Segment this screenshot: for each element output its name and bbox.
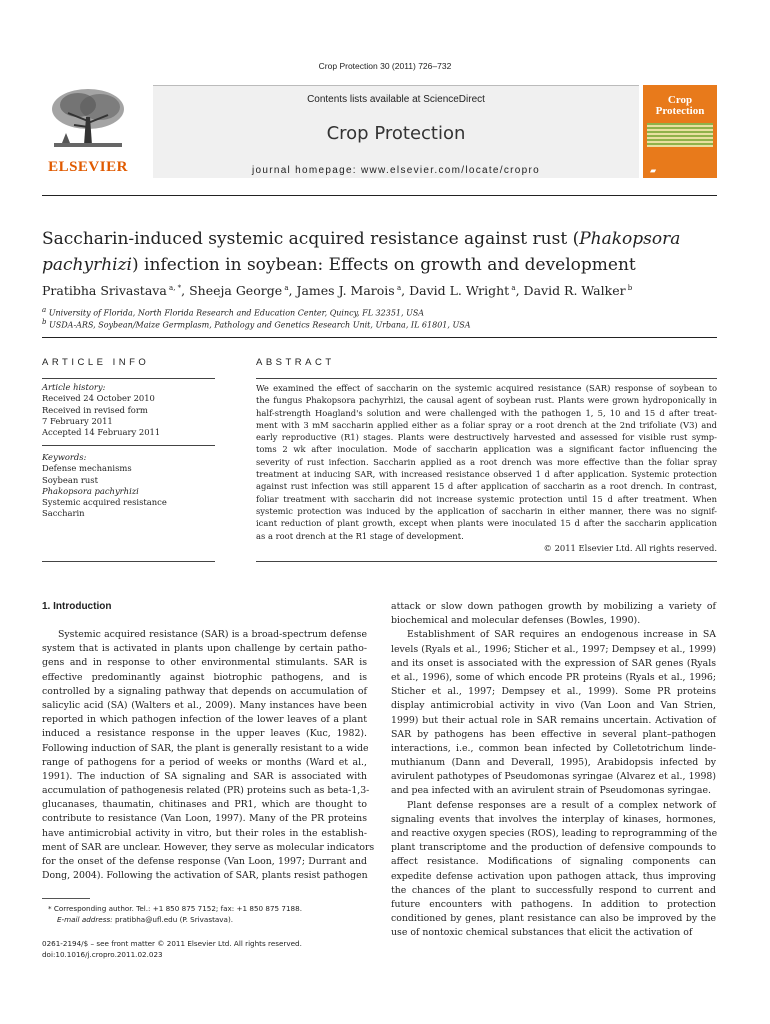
cover-title-line1: Crop [667, 94, 693, 106]
author-name[interactable]: David R. Walker [523, 283, 626, 298]
body-column-right [391, 600, 716, 941]
body-line: contribute to resistance (Van Loon, 1997). Many of the PR proteins [42, 813, 367, 825]
body-line: display antimicrobial activity in vivo (Van Loon and Van Strien, [391, 700, 716, 712]
doi-line[interactable]: doi:10.1016/j.cropro.2011.02.023 [42, 950, 163, 959]
author-affiliation-mark: b [625, 283, 633, 292]
author-list: Pratibha Srivastava $^{a, *}$, Sheeja George $^a$, James J. Marois $^a$, David L. Wright $^a$, David R. Walker $^b$ [42, 283, 633, 298]
abstract-rule [256, 378, 717, 379]
body-line: Systemic acquired resistance (SAR) is a broad-spectrum defense [58, 629, 367, 640]
body-line: and reactive oxygen species (ROS), leading to reprogramming of the [391, 828, 718, 839]
body-line: avirulent pathotypes of Pseudomonas syringae (Alvarez et al., 1998) [391, 771, 716, 783]
cover-image-band [647, 123, 713, 147]
keyword: Soybean rust [42, 474, 98, 485]
body-line: 1999) but their actual role in SAR remains uncertain. Activation of [391, 714, 716, 726]
history-entry: 7 February 2011 [42, 415, 113, 426]
keywords-label: Keywords: [42, 452, 87, 462]
body-line: Plant defense responses are a result of a complex network of [407, 799, 716, 811]
keyword: Defense mechanisms [42, 463, 132, 474]
article-info-rule [42, 378, 215, 379]
body-line: interactions, i.e., common bean infected by Colletotrichum linde- [391, 742, 716, 754]
body-line: and pea infected with an avirulent strain of Pseudomonas syringae. [391, 785, 711, 797]
abstract-line: foliar treatment with saccharin did not increase systemic protection until 15 d after treatment. When [256, 493, 717, 504]
author-affiliation-mark: a, * [166, 283, 182, 292]
affiliation-b: $^b$ USDA-ARS, Soybean/Maize Germplasm, Pathology and Genetics Research Unit, Urbana, IL 61801, USA [42, 318, 471, 330]
body-line: Establishment of SAR requires an endogenous increase in SA [407, 629, 716, 641]
article-info-heading: ARTICLE INFO [42, 357, 150, 368]
keyword: Phakopsora pachyrhizi [42, 485, 139, 496]
author-affiliation-mark: a [509, 283, 516, 292]
journal-banner [153, 85, 639, 178]
history-label: Article history: [42, 382, 106, 392]
journal-homepage[interactable]: journal homepage: www.elsevier.com/locate/cropro [251, 165, 541, 176]
body-line: Dong, 2004). Following the activation of SAR, plants resist pathogen [42, 870, 368, 882]
body-line: plant transcriptome and the production of defensive compounds to [391, 842, 716, 854]
affiliation-a: $^a$ University of Florida, North Florida Research and Education Center, Quincy, FL 32351, USA [42, 306, 425, 318]
title-italic-2: pachyrhizi [42, 255, 132, 275]
body-line: have antimicrobial activity in vitro, but their roles in the establish- [42, 827, 367, 839]
body-line: signaling events that involves the interplay of kinases, hormones, [391, 813, 716, 825]
elsevier-wordmark: ELSEVIER [48, 159, 128, 175]
history-entry: Received in revised form [42, 404, 148, 415]
author-affiliation-mark: a [394, 283, 402, 292]
elsevier-tree-icon [48, 87, 128, 149]
body-line: attack or slow down pathogen growth by mobilizing a variety of [391, 601, 716, 612]
abstract-line: the fungus Phakopsora pachyrhizi, the causal agent of soybean rust. Plants were grown hydroponically in [256, 395, 717, 406]
body-line: biochemical and molecular defenses (Bowles, 1990). [391, 615, 641, 627]
body-line: reported in which pathogen infection of the lower leaves of a plant [42, 714, 367, 726]
body-line: and its onset is associated with the expression of SAR genes (Ryals [391, 657, 716, 669]
body-line: salicylic acid (SA) (Walters et al., 2009). Many instances have been [42, 699, 367, 711]
body-line: et al., 1996), some of which encode PR proteins (Ryals et al., 1996; [391, 671, 716, 683]
keyword: Saccharin [42, 508, 85, 519]
elsevier-logo[interactable] [42, 85, 134, 178]
abstract-heading: ABSTRACT [256, 357, 335, 368]
body-line: system that is activated in plants upon challenge by certain patho- [42, 643, 367, 655]
body-line: ment of SAR are unclear. However, they serve as molecular indicators [42, 841, 375, 853]
body-column-left [42, 628, 375, 883]
body-line: Sticher et al., 1997; Dempsey et al., 1999). Some PR proteins [391, 686, 716, 698]
body-line: effective predominantly against biotrophic pathogens, and is [42, 671, 367, 683]
abstract-line: as a root drench at the R1 stage of development. [256, 530, 464, 541]
body-line: gens and in response to other environmental stimulants. SAR is [42, 657, 367, 669]
title-text-2: ) infection in soybean: Effects on growth and development [132, 255, 636, 275]
corresponding-author-note: * Corresponding author. Tel.: +1 850 875 7152; fax: +1 850 875 7188. [48, 904, 302, 913]
author-name[interactable]: James J. Marois [296, 283, 395, 298]
journal-cover-thumbnail [643, 85, 717, 178]
abstract-line: severity of rust infection. Saccharin applied as a root drench was more effective than the foliar spray [256, 456, 717, 467]
affiliation-rule [42, 337, 717, 338]
abstract-line: half-strength Hoagland's solution and were challenged with the pathogen 1, 5, 10 and 15 d after treat- [256, 407, 717, 418]
running-head: Crop Protection 30 (2011) 726–732 [318, 61, 452, 71]
copyright-notice: © 2011 Elsevier Ltd. All rights reserved. [543, 543, 717, 553]
journal-title: Crop Protection [326, 123, 466, 144]
title-italic-1: Phakopsora [579, 229, 681, 249]
body-line: future encounters with pathogens. In addition to protection [391, 898, 716, 910]
author-name[interactable]: Pratibha Srivastava [42, 283, 167, 298]
footnote-rule [42, 898, 90, 899]
body-line: glucanases, thaumatin, chitinases and PR1, which are thought to [42, 799, 367, 811]
body-line: levels (Ryals et al., 1996; Sticher et al., 1997; Dempsey et al., 1999) [391, 643, 716, 655]
issn-line: 0261-2194/$ – see front matter © 2011 Elsevier Ltd. All rights reserved. [42, 939, 302, 948]
abstract-line: ment with 3 mM saccharin applied either as a foliar spray or a root drench at the 2nd trifoliate (V3) and [256, 419, 717, 430]
author-affiliation-mark: a [282, 283, 289, 292]
abstract-line: We examined the effect of saccharin on the systemic acquired resistance (SAR) response of soybean to [256, 383, 717, 393]
info-bottom-rule [42, 561, 215, 562]
abstract-line: toms 2 wk after inoculation. Mode of saccharin application was a significant factor influencing the [256, 444, 717, 455]
abstract-line: icant reduction of plant growth, except when plants were inoculated 15 d after the saccharin application [256, 518, 717, 529]
journal-masthead [42, 85, 717, 180]
keyword: Systemic acquired resistance [42, 497, 167, 508]
body-line: SAR by pathogens has been effective in several plant–pathogen [391, 728, 716, 740]
abstract-line: systemic protection was induced by the application of saccharin in either manner, there was no signif- [256, 505, 717, 516]
body-line: induced a resistance response in the upper leaves (Kuc, 1982). [42, 728, 367, 740]
keywords-rule [42, 445, 215, 446]
body-line: use of nontoxic chemical substances that elicit the activation of [391, 927, 693, 939]
body-line: range of pathogens for a period of weeks or months (Ward et al., [42, 756, 367, 768]
article-title [42, 226, 722, 278]
body-line: accumulation of pathogenesis related (PR) proteins such as beta-1,3- [42, 785, 370, 797]
section-heading-introduction: 1. Introduction [42, 601, 112, 612]
email-label: E-mail address: [57, 915, 113, 924]
email-link[interactable]: pratibha@ufl.edu (P. Srivastava). [114, 915, 234, 924]
abstract-line: treatment at inducing SAR, with increased resistance observed 1 d after application. Systemic protection [256, 469, 717, 480]
body-line: for the onset of the defense response (Van Loon, 1997; Durrant and [42, 856, 367, 867]
body-line: the chances of the plant to successfully respond to current and [391, 884, 716, 896]
body-line: affect resistance. Modifications of signaling components can [391, 856, 716, 868]
author-name[interactable]: David L. Wright [409, 283, 510, 298]
cover-title [643, 95, 717, 117]
body-line: muthianum (Dann and Deverall, 1995), Arabidopsis infected by [391, 757, 716, 769]
cover-logo-icon: ▰ [650, 166, 657, 175]
history-entry: Accepted 14 February 2011 [42, 427, 161, 438]
author-name[interactable]: Sheeja George [189, 283, 283, 298]
body-line: controlled by a signaling pathway that depends on accumulation of [42, 685, 367, 697]
cover-title-line2: Protection [655, 105, 705, 117]
abstract-bottom-rule [256, 561, 717, 562]
abstract-line: early reproductive (R1) stages. Plants were destructively harvested and assessed for visible rust symp- [256, 432, 717, 443]
body-line: conditioned by genes, plant resistance can also be improved by the [391, 913, 716, 925]
masthead-rule [42, 195, 717, 196]
keywords [42, 452, 215, 520]
abstract-line: against rust infection was still apparent 15 d after application of saccharin as a root drench. In contrast, [256, 481, 717, 492]
email-note [57, 914, 377, 925]
contents-line[interactable]: Contents lists available at ScienceDirect [307, 94, 485, 105]
title-text-1: Saccharin-induced systemic acquired resistance against rust ( [42, 229, 580, 249]
history-entry: Received 24 October 2010 [42, 393, 155, 404]
body-line: 1991). The induction of SA signaling and SAR is associated with [42, 770, 367, 782]
body-line: expedite defense activation upon pathogen attack, thus improving [391, 870, 716, 882]
abstract-body [256, 382, 717, 542]
body-line: Following induction of SAR, the plant is generally resistant to a wide [42, 742, 369, 754]
article-history [42, 382, 215, 438]
